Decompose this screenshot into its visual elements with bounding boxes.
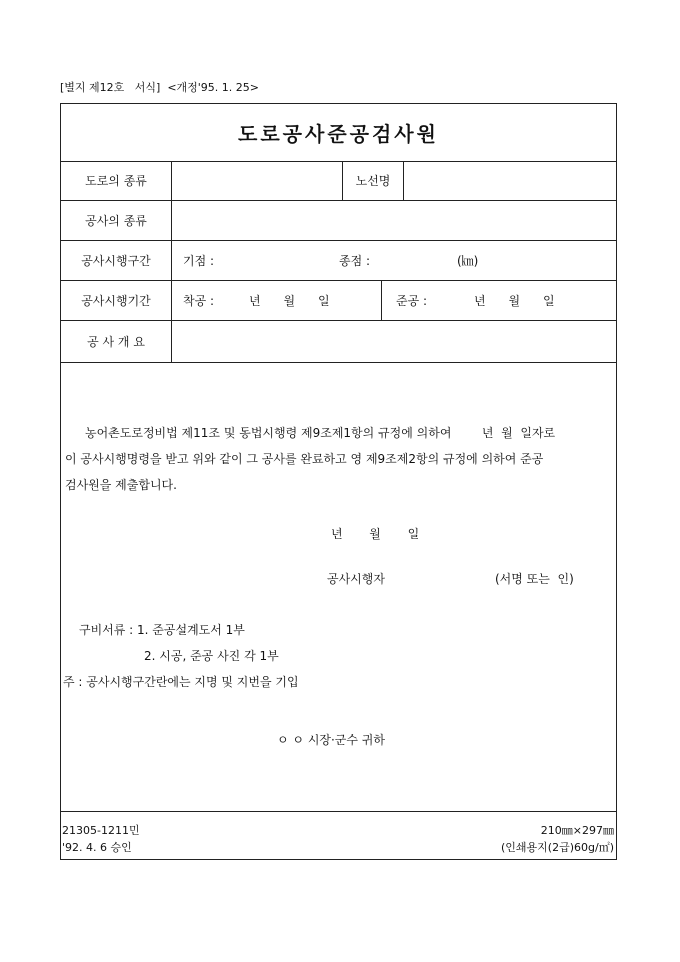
paper-size: 210㎜×297㎜ <box>540 824 614 837</box>
recipient: ㅇ ㅇ 시장·군수 귀하 <box>277 733 385 747</box>
start-point-label: 기점 : <box>183 254 215 268</box>
overview-label: 공 사 개 요 <box>61 321 172 362</box>
route-name-label: 노선명 <box>355 174 391 188</box>
distance-unit: (㎞) <box>457 254 479 268</box>
work-type-row <box>61 201 616 241</box>
statement-line-2: 이 공사시행명령을 받고 위와 같이 그 공사를 완료하고 영 제9조제2항의 규정에 의하여 준공 <box>65 452 544 466</box>
period-label: 공사시행기간 <box>61 281 172 320</box>
paper-spec: (인쇄용지(2급)60g/㎡) <box>501 841 614 854</box>
form-sheet <box>60 103 617 860</box>
overview-field[interactable] <box>172 321 616 362</box>
title-row <box>61 104 616 162</box>
section-label: 공사시행구간 <box>61 241 172 280</box>
form-title: 도로공사준공검사원 <box>238 122 439 146</box>
route-name-field[interactable] <box>404 161 616 200</box>
submission-date: 년 월 일 <box>331 527 420 541</box>
road-type-row <box>61 161 616 201</box>
road-type-label: 도로의 종류 <box>61 161 172 200</box>
overview-row <box>61 321 616 363</box>
start-work-label: 착공 : <box>183 294 215 308</box>
work-type-field[interactable] <box>172 201 616 240</box>
form-code: 21305-1211민 <box>62 824 140 837</box>
work-type-label: 공사의 종류 <box>61 201 172 240</box>
statement-line-3: 검사원을 제출합니다. <box>65 478 177 492</box>
completion-label: 준공 : <box>396 294 428 308</box>
completion-date-ymd: 년 월 일 <box>474 294 555 308</box>
section-row <box>61 241 616 281</box>
start-date-ymd: 년 월 일 <box>249 294 330 308</box>
end-point-label: 종점 : <box>339 254 371 268</box>
period-row <box>61 281 616 321</box>
note-text: 주 : 공사시행구간란에는 지명 및 지번을 기입 <box>63 675 299 689</box>
road-type-field[interactable] <box>172 161 342 200</box>
approval-date: '92. 4. 6 승인 <box>62 841 132 854</box>
applicant-label: 공사시행자 <box>327 572 385 586</box>
statement-line-1: 농어촌도로정비법 제11조 및 동법시행령 제9조제1항의 규정에 의하여 년 월 일자로 <box>85 426 556 440</box>
required-docs-2: 2. 시공, 준공 사진 각 1부 <box>144 649 279 663</box>
signature-label: (서명 또는 인) <box>495 572 574 586</box>
required-docs-1: 구비서류 : 1. 준공설계도서 1부 <box>79 623 245 637</box>
form-number-label: [별지 제12호 서식] <개정'95. 1. 25> <box>60 81 260 94</box>
